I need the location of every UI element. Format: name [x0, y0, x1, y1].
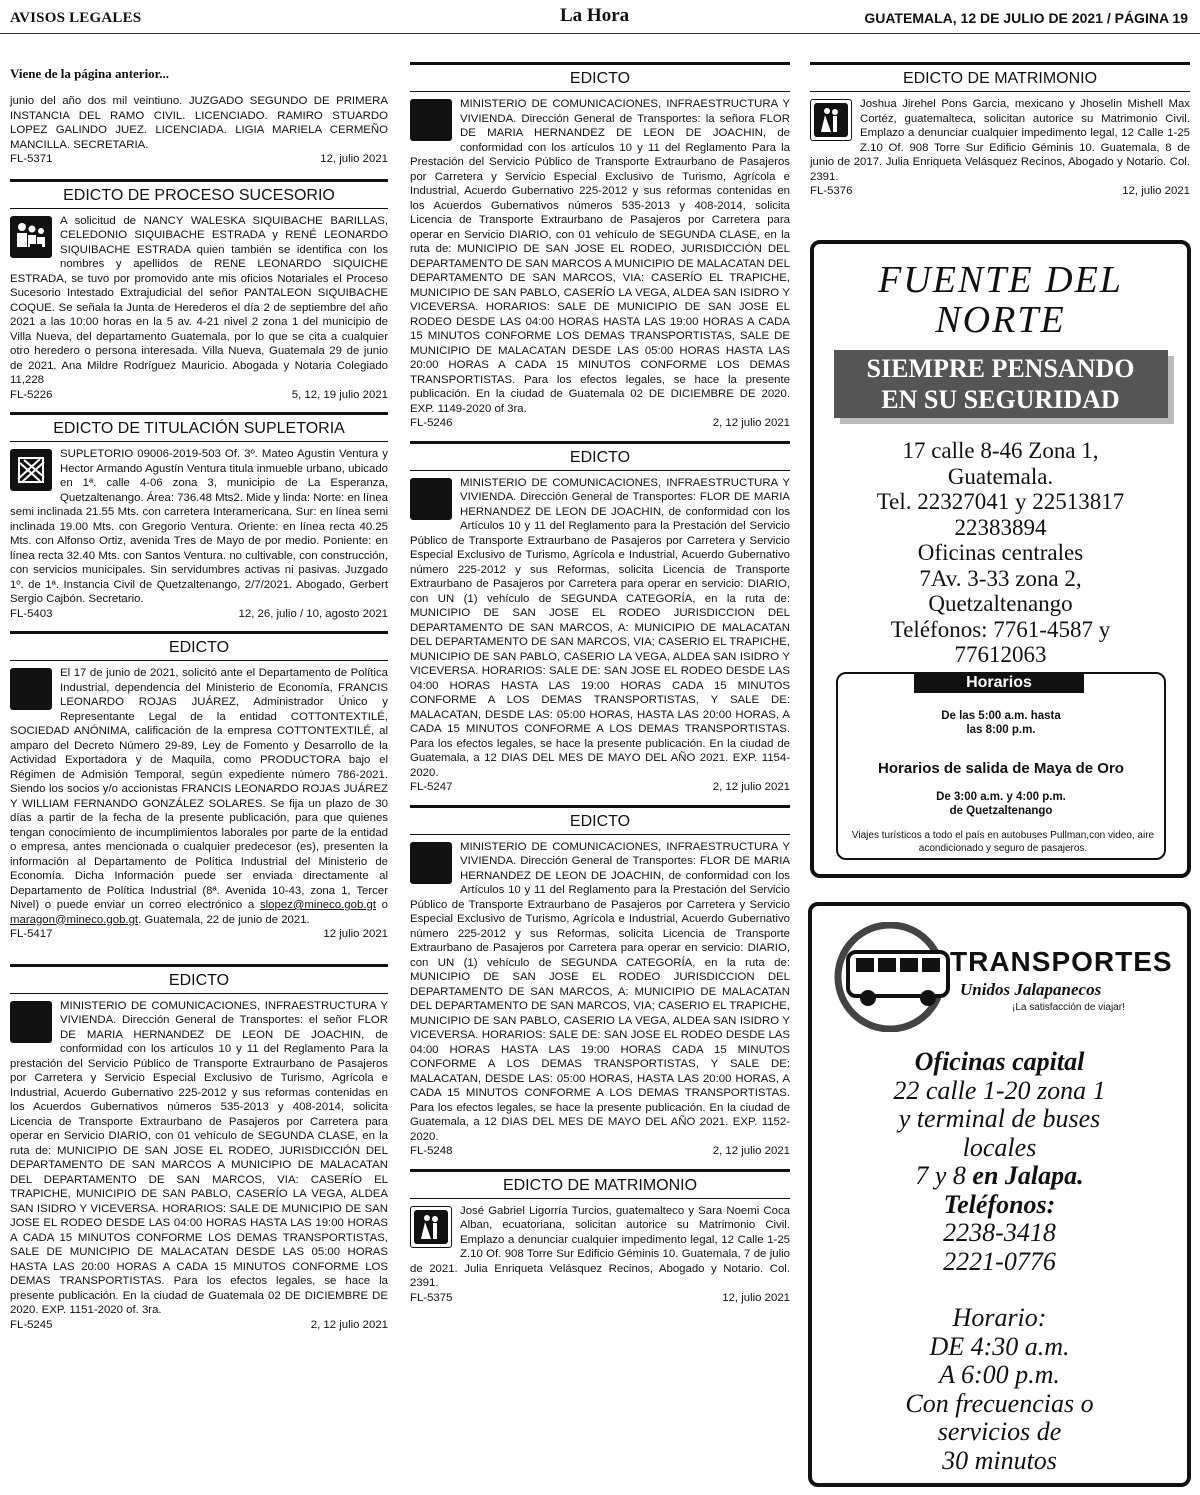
notice-date: 2, 12 julio 2021	[712, 1145, 790, 1157]
notice-edicto-1149	[410, 62, 790, 431]
building-icon	[10, 449, 52, 491]
hours-label: Horarios	[914, 673, 1084, 693]
continued-body: junio del año dos mil veintiuno. JUZGADO SEGUNDO DE PRIMERA INSTANCIA DEL RAMO CIVIL. LICENCIADO. RAMIRO STUARDO LOPEZ GALINDO JUEZ. LICENCIADA. LIGIA MARIELA CERMEÑO MANCILLA. SECRETARIA.	[10, 95, 388, 151]
notice-block-icon	[410, 99, 452, 141]
ad-fuente-del-norte	[810, 240, 1191, 878]
ad-slogan: ¡La satisfacción de viajar!	[1012, 1002, 1125, 1013]
notice-footer	[10, 152, 388, 167]
notice-body: El 17 de junio de 2021, solicitó ante el Departamento de Política Industrial, dependencia del Ministerio de Economía, FRANCIS LEONARDO ROJAS JUÁREZ, Administrador Único y Representante Legal de la entidad COTTONTEXTILÉ, SOCIEDAD ANÓNIMA, calificación de la empresa COTTONTEXTILÉ, al amparo del Decreto Número 29-89, Ley de Fomento y Desarrollo de la Actividad Exportadora y de Maquila, como PRODUCTORA bajo el Régimen de Admisión Temporal, según expediente número 786-2021. Siendo los socios y/o accionistas FRANCIS LEONARDO ROJAS JUÁREZ Y WILLIAM FERNANDO GONZÁLEZ SOLARES. Se fija un plazo de 30 días a partir de la fecha de la presente publicación, para que quienes tengan conocimiento de incumplimientos laborales por parte de la entidad o empresa, antes mencionada o cualquier predecesor (es), presenten la información al Departamento de Política Industrial del Ministerio de Economía. Dicha Información puede ser enviada directamente al Departamento de Política Industrial (8ª. Avenida 10-43, zona 1, Tercer Nivel) o puede enviar un correo electrónico a	[10, 667, 388, 911]
notice-body: SUPLETORIO 09006-2019-503 Of. 3º. Mateo Agustin Ventura y Hector Armando Agustín Ventura titula inmueble urbano, ubicado en 1ª. calle 4-06 zona 3, municipio de La Esperanza, Quetzaltenango. Área: 736.48 Mts2. Mide y linda: Norte: en línea semi inclinada 21.55 Mts. con carretera Interamericana. Sur: en línea semi inclinada 19.00 Mts. con Gregorio Ventura. Oriente: en línea recta 40.25 Mts. con Alfonso Ortiz, avenida Tres de Mayo de por medio. Poniente: en línea recta 32.40 Mts. con Santos Ventura. no cultivable, con construcción, con servicios municipales. Sin servidumbres activas ni pasivas. Juzgado 1º. de 1ª. Instancia Civil de Quetzaltenango, 2/7/2021. Abogado, Gerbert Sergio Cajbón. Secretario.	[10, 448, 388, 605]
column-3	[810, 62, 1190, 209]
page-header	[0, 0, 1200, 34]
notice-edicto-1154	[410, 441, 790, 795]
notice-edicto-transporte	[10, 964, 388, 1333]
notice-edicto-economia: EDICTO El 17 de junio de 2021, solicitó ante el Departamento de Política Industrial, dependencia del Ministerio de Economía, FRANCIS LEONARDO ROJAS JUÁREZ, Administrador Único y Representante Legal de la entidad COTTONTEXTILÉ, SOCIEDAD ANÓNIMA, calificación de la empresa COTTONTEXTILÉ, al amparo del Decreto Número 29-89, Ley de Fomento y Desarrollo de la Actividad Exportadora y de Maquila, como PRODUCTORA bajo el Régimen de Admisión Temporal, según expediente número 786-2021. Siendo los socios y/o accionistas FRANCIS LEONARDO ROJAS JUÁREZ Y WILLIAM FERNANDO GONZÁLEZ SOLARES. Se fija un plazo de 30 días a partir de la fecha de la presente publicación, para que quienes tengan conocimiento de incumplimientos laborales por parte de la entidad o empresa, antes mencionada o cualquier predecesor (es), presenten la información al Departamento de Política Industrial del Ministerio de Economía. Dicha Información puede ser enviada directamente al Departamento de Política Industrial (8ª. Avenida 10-43, zona 1, Tercer Nivel) o puede enviar un correo electrónico a slopez@mineco.gob.gt o maragon@mineco.gob.gt. Guatemala, 22 de junio de 2021. FL-5417 12 julio 2021	[10, 631, 388, 942]
section-name: AVISOS LEGALES	[10, 10, 142, 26]
notice-body: Joshua Jirehel Pons Garcia, mexicano y Jhoselin Mishell Max Cortéz, guatemalteca, solicitan autorice su Matrimonio Civil. Emplazo a denunciar cualquier impedimento legal, 12 Calle 1-25 Z.10 Of. 908 Torre Sur Edificio Géminis 10. Guatemala, 8 de junio de 2017. Julia Enriqueta Velásquez Recinos, Abogado y Notario. Col. 2391.	[810, 98, 1190, 183]
family-icon	[10, 216, 52, 258]
notice-block-icon	[410, 842, 452, 884]
ad-address: 17 calle 8-46 Zona 1, Guatemala. Tel. 22327041 y 22513817 22383894 Oficinas centrales 7Av. 3-33 zona 2, Quetzaltenango Teléfonos: 7761-4587 y 77612063	[876, 438, 1125, 667]
wedding-couple-icon	[410, 1206, 452, 1248]
ad-slogan-band: SIEMPRE PENSANDO EN SU SEGURIDAD	[834, 350, 1168, 418]
ad-hours: Horario: DE 4:30 a.m. A 6:00 p.m. Con frecuencias o servicios de 30 minutos	[905, 1303, 1094, 1475]
ad-hours-box: Horarios De las 5:00 a.m. hasta las 8:00 p.m. Horarios de salida de Maya de Oro De 3:00 a.m. y 4:00 p.m. de Quetzaltenango Viajes turísticos a todo el país en autobuses Pullman,con video, aire acondicionado y seguro de pasajeros.	[836, 672, 1166, 860]
email-link-2[interactable]: maragon@mineco.gob.gt	[10, 913, 139, 926]
notice-title: EDICTO	[410, 444, 790, 471]
notice-date: 12, julio 2021	[722, 1291, 790, 1304]
ad-contact: Oficinas capital 22 calle 1-20 zona 1 y terminal de buses locales 7 y 8 en Jalapa. Teléfonos: 2238-3418 2221-0776	[893, 1047, 1106, 1276]
ad-title: FUENTE DEL	[878, 259, 1123, 301]
ad-brand-sub: Unidos Jalapanecos	[960, 980, 1102, 999]
notice-code: FL-5246	[410, 417, 453, 429]
notice-block-icon	[10, 1001, 52, 1043]
notice-sucesorio	[10, 179, 388, 403]
notice-body: MINISTERIO DE COMUNICACIONES, INFRAESTRUCTURA Y VIVIENDA. Dirección General de Transportes: FLOR DE MARIA HERNANDEZ DE LEON DE JOACHIN, de conformidad con los Artículos 10 y 11 del Reglamento para la Prestación del Servicio Público de Transporte Extraurbano de Pasajeros por Carretera y Servicio Especial Exclusivo de Turismo, Agrícola e Industrial, Acuerdo Gubernativo número 225-2012 y sus Reformas, solicita Licencia de Transporte Extraurbano de Pasajeros por Carretera para operar en servicio: DIARIO, con UN (1) vehículo de SEGUNDA CATEGORÍA, en la ruta de: MUNICIPIO DE SAN JOSE EL RODEO JURISDICCION DEL DEPARTAMENTO DE SAN MARCOS, A: MUNICIPIO DE MALACATAN DEL DEPARTAMENTO DE SAN MARCOS, VIA; CASERIO EL TRAPICHE, MUNICIPIO DE SAN PABLO, CASERIO LA VEGA, ALDEA SAN ISIDRO Y VICEVERSA. HORARIOS: SALE DE: SAN JOSE EL RODEO DESDE LAS 04:00 HORAS HASTA LAS 19:00 HORAS CADA 15 MINUTOS CONFORME A LOS DEMAS TRANSPORTISTAS, Y SALE DE: MALACATAN, DESDE LAS: 05:00 HORAS, HASTA LAS 20:00 HORAS, A CADA 15 MINUTOS CONFORME A LOS DEMAS TRANSPORTISTAS. Para los efectos legales, se hace la presente publicación. En la ciudad de Guatemala, a 12 DIAS DEL MES DE MAYO DEL AÑO 2021. EXP. 1154-2020.	[410, 476, 790, 779]
ad-title: NORTE	[935, 299, 1066, 341]
continued-title: Viene de la página anterior...	[10, 66, 170, 81]
notice-body: José Gabriel Ligorría Turcios, guatemalteco y Sara Noemi Coca Alban, ecuatoriana, solicitan autorice su Matrimonio Civil. Emplazo a denunciar cualquier impedimento legal, 12 Calle 1-25 Z.10 Of. 908 Torre Sur Edificio Géminis 10. Guatemala, 7 de julio de 2021. Julia Enriqueta Velásquez Recinos, Abogado y Notario. Col. 2391.	[410, 1204, 790, 1289]
ad-brand: TRANSPORTES	[950, 946, 1173, 977]
notice-body: A solicitud de NANCY WALESKA SIQUIBACHE BARILLAS, CELEDONIO SIQUIBACHE ESTRADA y RENÉ LEONARDO SIQUIBACHE ESTRADA quien también se identifica con los nombres y apellidos de RENE LEONARDO SIQUICHE ESTRADA, se tuvo por promovido ante mis oficios Notariales el Proceso Sucesorio Intestado Extrajudicial del señor PANTALEON SIQUIBACHE COQUE. Se señala la Junta de Herederos el día 2 de septiembre del año 2021 a las 10:00 horas en la 5 av. 4-21 nivel 2 zona 1 del municipio de Villa Nueva, del departamento Guatemala, por lo que se cita a cualquier otro heredero o persona interesada. Villa Nueva, Guatemala 29 de junio de 2021. Ana Mildre Rodríguez Mauricio. Abogada y Notaria Colegiado 11,228	[10, 214, 388, 386]
notice-code: FL-5226	[10, 388, 53, 401]
notice-body: MINISTERIO DE COMUNICACIONES, INFRAESTRUCTURA Y VIVIENDA. Dirección General de Transportes: FLOR DE MARIA HERNANDEZ DE LEON DE JOACHIN, de conformidad con los Artículos 10 y 11 del Reglamento para la Prestación del Servicio Público de Transporte Extraurbano de Pasajeros por Carretera y Servicio Especial Exclusivo de Turismo, Agrícola e Industrial, Acuerdo Gubernativo número 225-2012 y sus Reformas, solicita Licencia de Transporte Extraurbano de Pasajeros por Carretera para operar en servicio: DIARIO, con UN (1) vehículo de SEGUNDA CATEGORÍA, en la ruta de: MUNICIPIO DE SAN JOSE EL RODEO JURISDICCION DEL DEPARTAMENTO DE SAN MARCOS, A: MUNICIPIO DE MALACATAN DEL DEPARTAMENTO DE SAN MARCOS, VIA; CASERIO EL TRAPICHE, MUNICIPIO DE SAN PABLO, CASERIO LA VEGA, ALDEA SAN ISIDRO Y VICEVERSA. HORARIOS: SALE DE: SAN JOSE EL RODEO DESDE LAS 04:00 HORAS HASTA LAS 19:00 HORAS CADA 15 MINUTOS CONFORME A LOS DEMAS TRANSPORTISTAS, Y SALE DE: MALACATAN, DESDE LAS: 05:00 HORAS, HASTA LAS 20:00 HORAS, A CADA 15 MINUTOS CONFORME A LOS DEMAS TRANSPORTISTAS. Para los efectos legales, se hace la presente publicación. En la ciudad de Guatemala, a 12 DIAS DEL MES DE MAYO DEL AÑO 2021. EXP. 1152-2020.	[410, 840, 790, 1143]
notice-title: EDICTO DE TITULACIÓN SUPLETORIA	[10, 415, 388, 442]
dateline: GUATEMALA, 12 DE JULIO DE 2021 / PÁGINA 19	[864, 10, 1188, 26]
notice-code: FL-5417	[10, 928, 53, 940]
notice-title: EDICTO	[10, 634, 388, 661]
notice-date: 12, julio 2021	[320, 153, 388, 165]
notice-date: 12, 26, julio / 10, agosto 2021	[238, 607, 388, 620]
notice-title: EDICTO DE MATRIMONIO	[410, 1172, 790, 1199]
column-2	[410, 62, 790, 1315]
notice-block-icon	[410, 478, 452, 520]
ad-transportes-jalapanecos	[808, 902, 1191, 1487]
notice-date: 2, 12 julio 2021	[712, 417, 790, 429]
notice-code: FL-5403	[10, 607, 53, 620]
notice-edicto-1152	[410, 805, 790, 1159]
notice-date: 2, 12 julio 2021	[310, 1318, 388, 1331]
notice-body: MINISTERIO DE COMUNICACIONES, INFRAESTRUCTURA Y VIVIENDA. Dirección General de Transportes: la señora FLOR DE MARIA HERNANDEZ DE LEON DE JOACHIN, de conformidad con los artículos 10 y 11 del Reglamento Para la Prestación del Servicio Público de Transporte Extraurbano de Pasajeros por Carretera y Servicio Especial Exclusivo de Turismo, Agrícola e Industrial, Acuerdo Gubernativo 225-2012 y sus reformas contenidas en los Acuerdos Gubernativos números 535-2013 y 408-2014, solicita Licencia de Transporte Extraurbano de Pasajeros por Carretera para operar en Servicio DIARIO, con 01 vehículo de SEGUNDA CLASE, en la ruta de: MUNICIPIO DE SAN JOSE EL RODEO, JURISDICCIÓN DEL DEPARTAMENTO DE SAN MARCOS A MUNICIPIO DE MALACATAN DEL DEPARTAMENTO DE SAN MARCOS, VIA: CASERÍO EL TRAPICHE, MUNICIPIO DE SAN PABLO, CASERÍO LA VEGA, ALDEA SAN ISIDRO Y VICEVERSA. HORARIOS: SALE DE MUNICIPIO DE SAN JOSE EL RODEO DESDE LAS 04:00 HORAS HASTA LAS 19:00 HORAS A CADA 15 MINUTOS CONFORME LOS DEMAS TRANSPORTISTAS, SALE DE MUNICIPIO DE MALACATAN DESDE LAS 05:00 HORAS HASTA LAS 20:00 HORAS A CADA 15 MINUTOS CONFORME LOS DEMAS TRANSPORTISTAS. Para los efectos legales, se hace la presente publicación. En la ciudad de Guatemala 02 DE DICIEMBRE DE 2020. EXP. 1149-2020 of 3ra.	[410, 98, 790, 415]
notice-title: EDICTO DE MATRIMONIO	[810, 65, 1190, 92]
notice-code: FL-5375	[410, 1291, 453, 1304]
wedding-couple-icon	[810, 99, 852, 141]
notice-block-icon	[10, 668, 52, 710]
notice-title: EDICTO	[410, 65, 790, 92]
column-1	[10, 62, 388, 1342]
notice-date: 2, 12 julio 2021	[712, 781, 790, 793]
notice-title: EDICTO	[410, 808, 790, 835]
notice-title: EDICTO	[10, 967, 388, 994]
notice-code: FL-5248	[410, 1145, 453, 1157]
newspaper-logo: La Hora	[560, 5, 630, 26]
notice-supletoria	[10, 412, 388, 621]
bus-icon	[828, 922, 958, 1037]
email-link-1[interactable]: slopez@mineco.gob.gt	[259, 899, 376, 911]
notice-date: 5, 12, 19 julio 2021	[291, 388, 388, 401]
notice-code: FL-5376	[810, 185, 853, 197]
notice-date: 12 julio 2021	[323, 928, 388, 940]
notice-matrimonio-1	[410, 1169, 790, 1306]
notice-code: FL-5245	[10, 1318, 53, 1331]
notice-matrimonio-2	[810, 62, 1190, 199]
notice-code: FL-5247	[410, 781, 453, 793]
notice-date: 12, julio 2021	[1122, 185, 1190, 197]
notice-title: EDICTO DE PROCESO SUCESORIO	[10, 182, 388, 209]
notice-code: FL-5371	[10, 153, 53, 165]
notice-body: MINISTERIO DE COMUNICACIONES, INFRAESTRUCTURA Y VIVIENDA. Dirección General de Transportes: el señor FLOR DE MARIA HERNANDEZ DE LEON DE JOACHIN, de conformidad con los artículos 10 y 11 del Reglamento Para la prestación del Servicio Público de Transporte Extraurbano de Pasajeros por Carretera y Servicio Especial Exclusivo de Turismo, Agrícola e Industrial, Acuerdo Gubernativo 225-2012 y sus reformas contenidas en los Acuerdos Gubernativos números 535-2013 y 408-2014, solicita Licencia de Transporte Extraurbano de Pasajeros por Carretera para operar en Servicio DIARIO, con 01 vehículo de SEGUNDA CLASE, en la ruta de: MUNICIPIO DE SAN JOSE EL RODEO, JURISDICCIÓN DEL DEPARTAMENTO DE SAN MARCOS A MUNICIPIO DE MALACATAN DEL DEPARTAMENTO DE SAN MARCOS, VIA: CASERÍO EL TRAPICHE, MUNICIPIO DE SAN PABLO, CASERÍO LA VEGA, ALDEA SAN ISIDRO Y VICEVERSA. HORARIOS: SALE DE MUNICIPIO DE SAN JOSE EL RODEO DESDE LAS 04:00 HORAS HASTA LAS 19:00 HORAS A CADA 15 MINUTOS CONFORME LOS DEMAS TRANSPORTISTAS, SALE DE MUNICIPIO DE MALACATAN DESDE LAS 05:00 HORAS HASTA LAS 20:00 HORAS A CADA 15 MINUTOS CONFORME LOS DEMAS TRANSPORTISTAS. Para los efectos legales, se hace la presente publicación. En la ciudad de Guatemala 02 DE DICIEMBRE DE 2020. EXP. 1151-2020 of. 3ra.	[10, 999, 388, 1316]
